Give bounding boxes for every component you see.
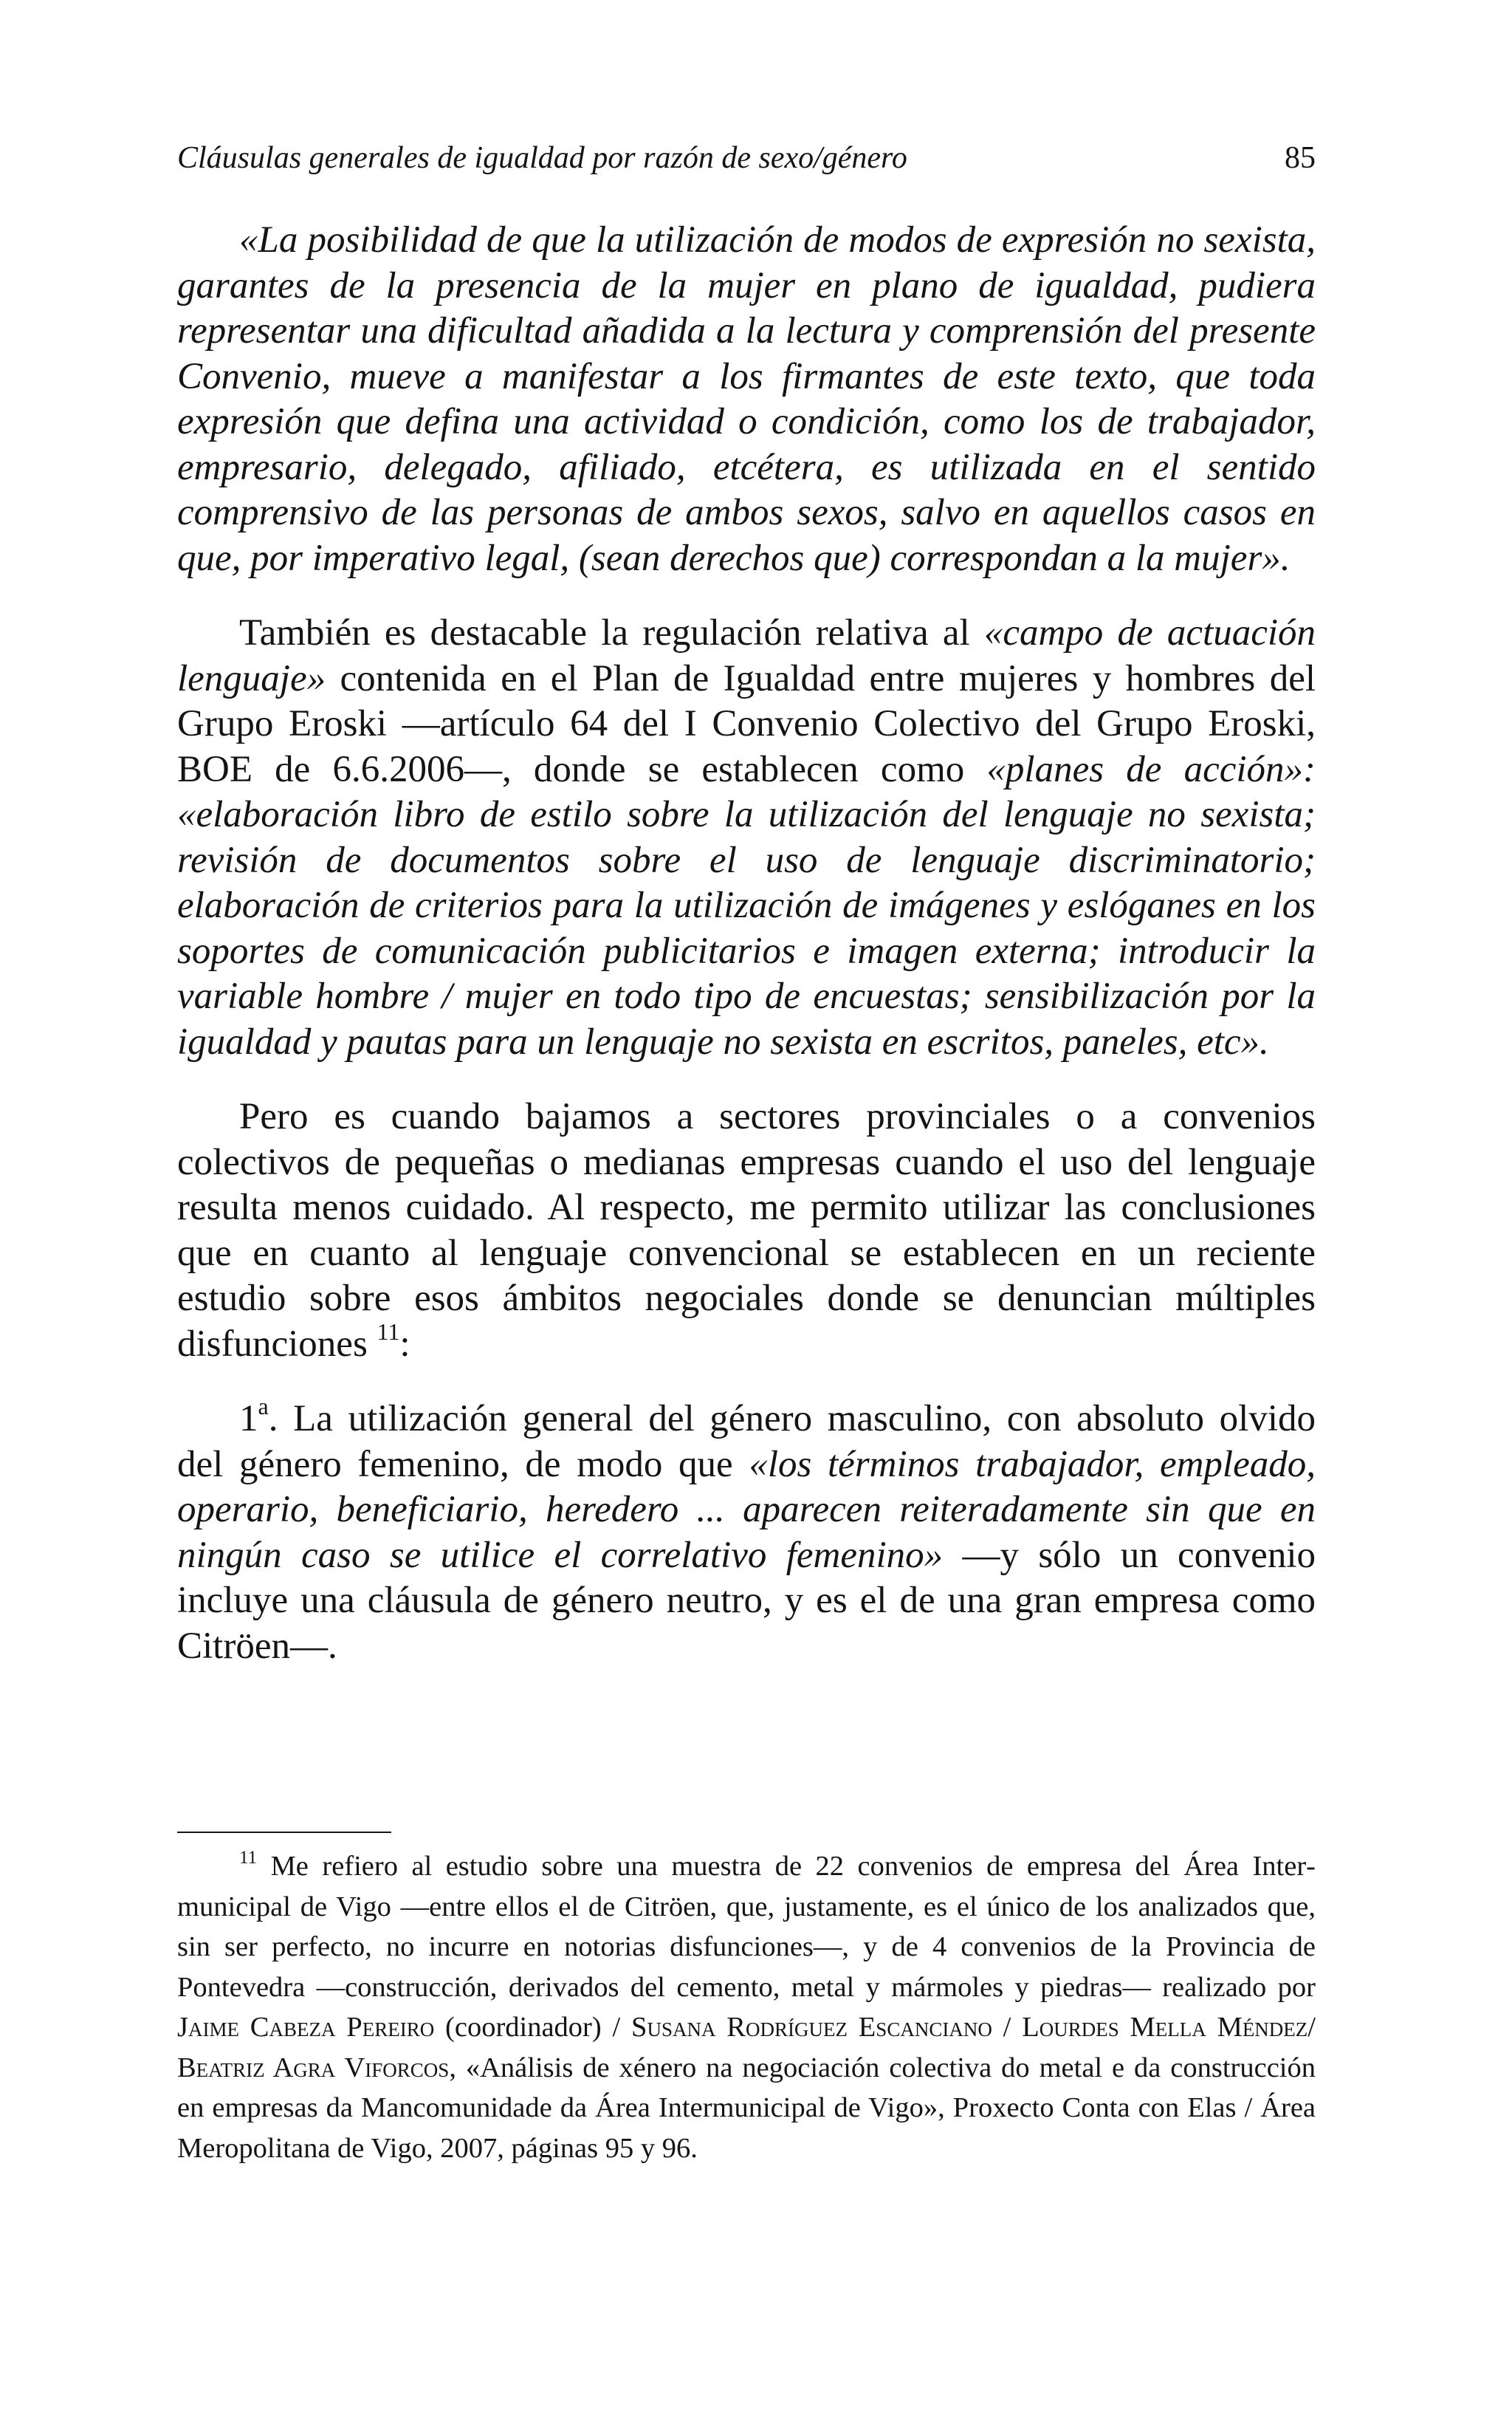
main-text <box>177 218 1316 1669</box>
text-run: —y sólo un convenio incluye una cláusula de género neutro, y es el de una gran empresa como Citröen—. <box>177 1534 1316 1667</box>
author-name: Beatriz Agra Viforcos <box>177 2052 450 2083</box>
author-name: Lourdes Mella Méndez <box>1022 2012 1308 2043</box>
paragraph-quote: «La posibilidad de que la utilización de modos de expresión no sexista, garantes de la presencia de la mujer en plano de igualdad, pudiera representar una dificultad añadida a la lectura y comprensión del presente Convenio, mueve a manifestar a los firmantes de este texto, que toda expresión que defina una actividad o condición, como los de trabajador, empresario, delegado, afiliado, etcétera, es utilizada en el sentido comprensivo de las personas de ambos sexos, salvo en aquellos casos en que, por imperativo legal, (sean derechos que) correspondan a la mujer». <box>177 219 1316 579</box>
footnote-reference[interactable]: 11 <box>377 1318 400 1345</box>
text-run: : <box>399 1323 410 1365</box>
text-run: Pero es cuando bajamos a sectores provinciales o a convenios colectivos de pequeñas o medianas empresas cuando el uso del lenguaje resulta menos cuidado. Al respecto, me permito utilizar las conclusiones que en cuanto al lenguaje convencional se establecen en un reciente estudio sobre esos ámbitos negociales donde se denuncian múltiples disfunciones <box>177 1096 1316 1365</box>
text-run: contenida en el Plan de Igualdad entre mujeres y hombres del Grupo Eroski —artículo 64 del I Convenio Colectivo del Grupo Eroski, BOE de 6.6.2006—, donde se establecen como <box>177 657 1316 790</box>
text-run: / <box>992 2012 1023 2043</box>
paragraph-provincial <box>177 1094 1316 1367</box>
quoted-terms: «los términos trabajador, empleado, operario, beneficiario, heredero ... aparecen reiteradamente sin que en ningún caso se utilice el correlativo femenino» <box>177 1443 1316 1576</box>
footnote-text <box>177 1846 1316 2168</box>
text-run: (coordinador) / <box>434 2012 632 2043</box>
text-run: , «Análisis de xénero na negociación colectiva do metal e da construcción en empresas da Mancomunidade da Área Intermunicipal de Vigo», Proxecto Conta con Elas / Área Meropolitana de Vigo, 2007, páginas 95 y 96. <box>177 2052 1316 2164</box>
author-name: Susana Rodríguez Escanciano <box>631 2012 992 2043</box>
quoted-term: «campo de actuación lenguaje» <box>177 612 1316 699</box>
page-header <box>177 139 1316 177</box>
text-run: También es destacable la regulación relativa al <box>239 612 984 654</box>
ordinal-indicator: a <box>258 1393 269 1419</box>
footnote-number: 11 <box>239 1848 258 1868</box>
ordinal-number: 1 <box>239 1398 258 1439</box>
quoted-action-plans: «planes de acción»: «elaboración libro de estilo sobre la utilización del lenguaje no sexista; revisión de documentos sobre el uso de lenguaje discriminatorio; elaboración de criterios para la utilización de imágenes y eslóganes en los soportes de comunicación publicitarios e imagen externa; introducir la variable hombre / mujer en todo tipo de encuestas; sensibilización por la igualdad y pautas para un lenguaje no sexista en escritos, paneles, etc». <box>177 748 1316 1063</box>
text-run: Me refiero al estudio sobre una muestra de 22 convenios de empresa del Área Intermunicipal de Vigo —entre ellos el de Citröen, que, justamente, es el único de los analizados que, sin ser perfecto, no incurre en notorias disfunciones—, y de 4 convenios de la Provincia de Pontevedra —construcción, derivados del cemento, metal y mármoles y piedras— realizado por <box>177 1851 1316 2003</box>
text-run: . La utilización general del género masculino, con absoluto olvido del género femenino, de modo que <box>177 1398 1316 1485</box>
footnote <box>177 1846 1316 2168</box>
author-name: Jaime Cabeza Pereiro <box>177 2012 435 2043</box>
paragraph-first-conclusion <box>177 1393 1316 1669</box>
text-run: / <box>1307 2012 1316 2043</box>
page-number: 85 <box>1285 141 1316 175</box>
footnote-separator <box>177 1832 391 1833</box>
running-title: Cláusulas generales de igualdad por razón de sexo/género <box>177 141 907 175</box>
paragraph-eroski <box>177 611 1316 1065</box>
